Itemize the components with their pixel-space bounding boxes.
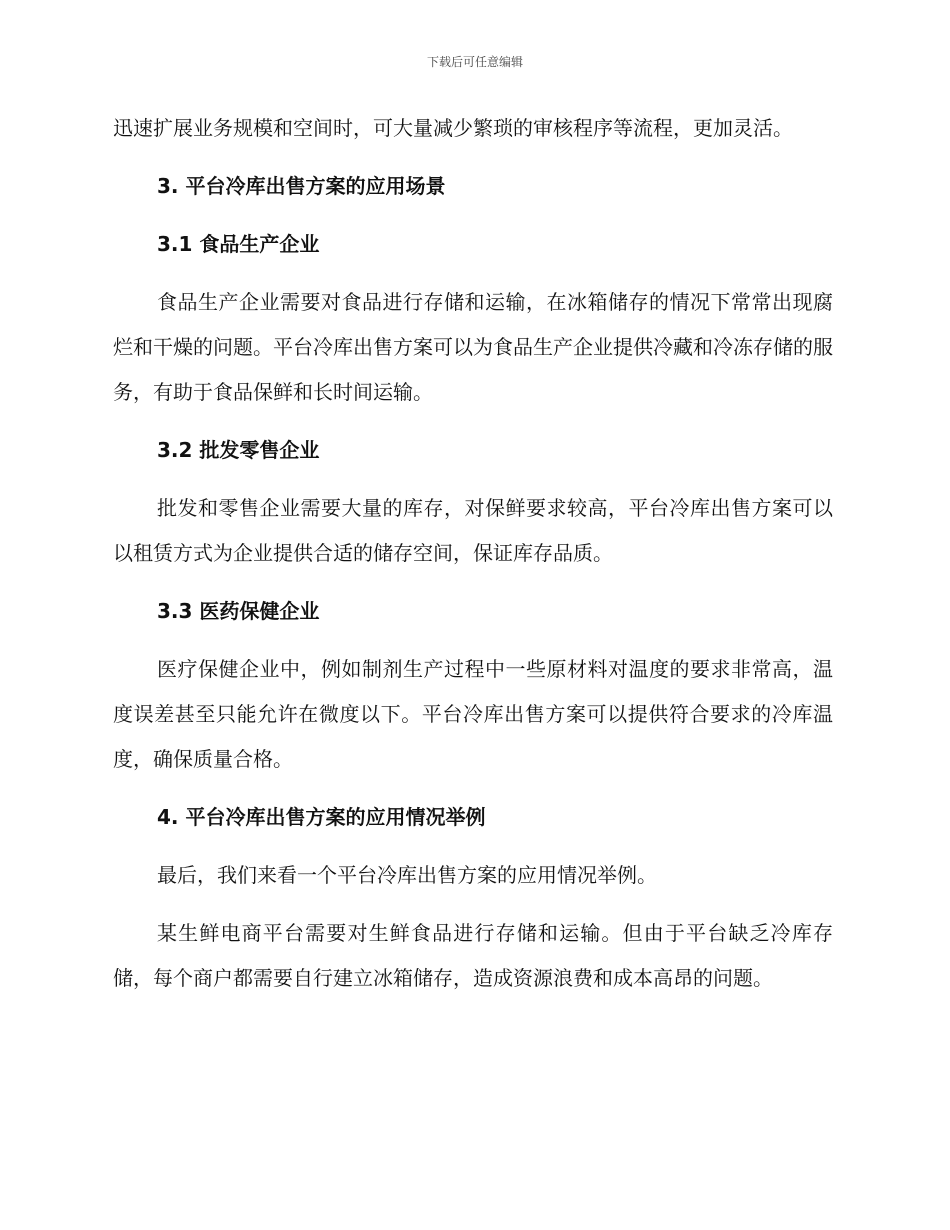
subsection-heading-3-2: 3.2 批发零售企业 <box>157 438 320 462</box>
header-note: 下载后可任意编辑 <box>426 55 523 69</box>
paragraph-medical-health: 医疗保健企业中，例如制剂生产过程中一些原材料对温度的要求非常高，温度误差甚至只能允许在微度以下。平台冷库出售方案可以提供符合要求的冷库温度，确保质量合格。 <box>113 657 833 771</box>
paragraph-example-intro: 最后，我们来看一个平台冷库出售方案的应用情况举例。 <box>157 863 657 887</box>
document-body <box>113 106 833 1001</box>
subsection-heading-3-3: 3.3 医药保健企业 <box>157 599 320 623</box>
section-heading-3: 3. 平台冷库出售方案的应用场景 <box>157 174 446 198</box>
paragraph-continuation: 迅速扩展业务规模和空间时，可大量减少繁琐的审核程序等流程，更加灵活。 <box>113 116 793 140</box>
paragraph-example-detail: 某生鲜电商平台需要对生鲜食品进行存储和运输。但由于平台缺乏冷库存储，每个商户都需要自行建立冰箱储存，造成资源浪费和成本高昂的问题。 <box>113 921 833 990</box>
paragraph-food-production: 食品生产企业需要对食品进行存储和运输，在冰箱储存的情况下常常出现腐烂和干燥的问题。平台冷库出售方案可以为食品生产企业提供冷藏和冷冻存储的服务，有助于食品保鲜和长时间运输。 <box>113 290 833 404</box>
subsection-heading-3-1: 3.1 食品生产企业 <box>157 232 320 256</box>
paragraph-wholesale-retail: 批发和零售企业需要大量的库存，对保鲜要求较高，平台冷库出售方案可以以租赁方式为企业提供合适的储存空间，保证库存品质。 <box>113 496 833 565</box>
section-heading-4: 4. 平台冷库出售方案的应用情况举例 <box>157 805 486 829</box>
